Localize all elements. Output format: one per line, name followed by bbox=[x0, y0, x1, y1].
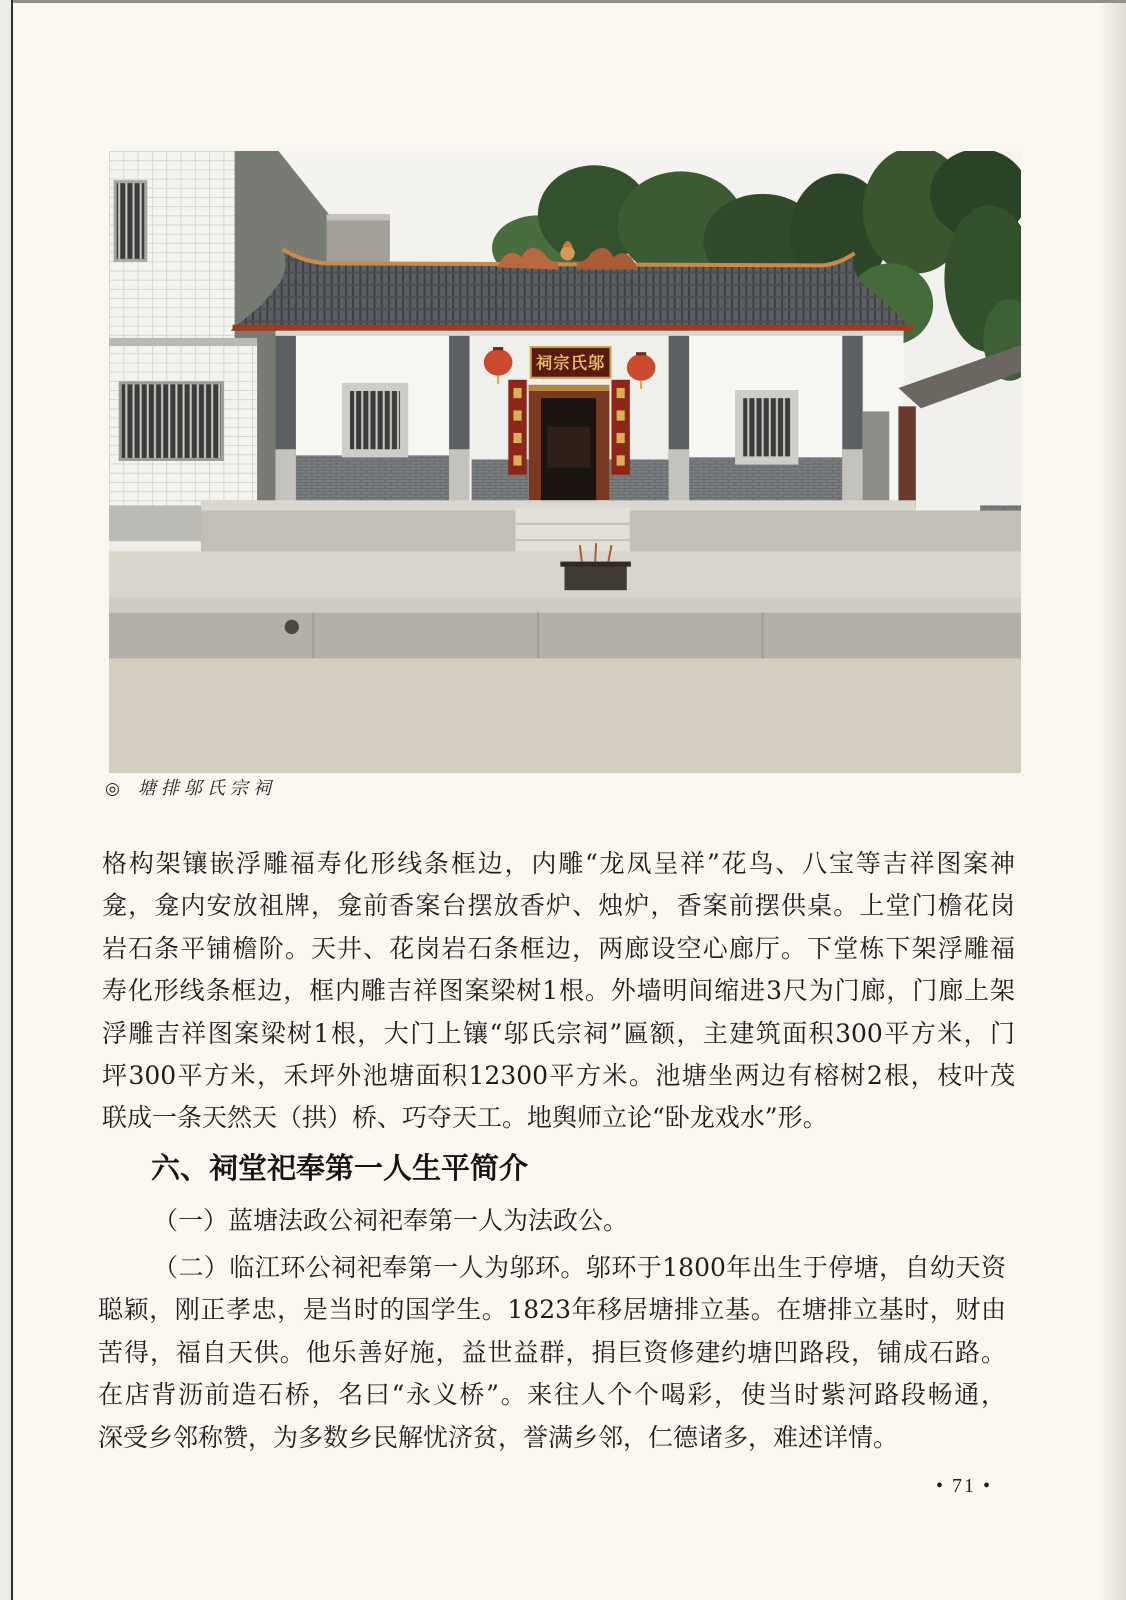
page-gutter-shadow bbox=[1098, 0, 1126, 1600]
plaque-text: 祠宗氏邬 bbox=[535, 353, 606, 373]
paragraph-line: 浮雕吉祥图案梁树1根，大门上镶“邬氏宗祠”匾额，主建筑面积300平方米，门 bbox=[102, 1018, 1015, 1048]
paragraph-line: 深受乡邻称赞，为多数乡民解忧济贫，誉满乡邻，仁德诸多，难述详情。 bbox=[98, 1422, 899, 1452]
photo-image bbox=[109, 151, 1021, 773]
door-panel bbox=[547, 427, 590, 468]
lantern-left-cap bbox=[493, 347, 503, 350]
photo-ancestral-hall bbox=[109, 151, 1021, 773]
paragraph-line: 联成一条天然天（拱）桥、巧夺天工。地舆师立论“卧龙戏水”形。 bbox=[102, 1103, 828, 1133]
paragraph-line: 在店背沥前造石桥，名曰“永义桥”。来往人个个喝彩，使当时紫河路段畅通， bbox=[98, 1380, 1006, 1410]
front-steps bbox=[515, 507, 629, 556]
lantern-right bbox=[627, 354, 656, 381]
paragraph-line: 坪300平方米，禾坪外池塘面积12300平方米。池塘坐两边有榕树2根，枝叶茂 bbox=[102, 1060, 1015, 1090]
barred-window bbox=[120, 383, 222, 460]
ledge-face bbox=[109, 613, 1021, 659]
couplet-right-char bbox=[617, 433, 625, 443]
ridge-pearl bbox=[560, 246, 574, 260]
door-lintel bbox=[529, 385, 610, 391]
couplet-left-char bbox=[513, 388, 521, 398]
couplet-left-char bbox=[513, 455, 521, 465]
side-gate bbox=[863, 411, 890, 505]
caption-text: 塘排邬氏宗祠 bbox=[137, 778, 276, 799]
drain-hole bbox=[285, 620, 299, 634]
scan-edge-left bbox=[0, 0, 13, 1600]
paragraph-line: 聪颖，刚正孝忠，是当时的国学生。1823年移居塘排立基。在塘排立基时，财由 bbox=[98, 1295, 1006, 1325]
side-post bbox=[898, 406, 916, 508]
rooftop-box-edge bbox=[327, 214, 390, 220]
paragraph-line: 寿化形线条框边，框内雕吉祥图案梁树1根。外墙明间缩进3尺为门廊，门廊上架 bbox=[102, 976, 1015, 1006]
paragraph-line: 龛，龛内安放祖牌，龛前香案台摆放香炉、烛炉，香案前摆供桌。上堂门檐花岗 bbox=[102, 891, 1015, 921]
roof-eave bbox=[233, 325, 913, 331]
side-step bbox=[109, 505, 204, 541]
incense-stick bbox=[595, 543, 596, 561]
brick-dado bbox=[689, 457, 842, 506]
forecourt bbox=[109, 500, 1021, 773]
incense-burner-rim bbox=[560, 562, 630, 567]
scan-edge-top bbox=[0, 0, 1126, 3]
ledge-top bbox=[109, 597, 1021, 612]
paragraph-line: 苦得，福自天供。他乐善好施，益世益群，捐巨资修建约塘凹路段，铺成石路。 bbox=[98, 1337, 1006, 1367]
photo-caption bbox=[105, 776, 276, 802]
rooftop-box bbox=[327, 214, 390, 263]
couplet-right-char bbox=[617, 410, 625, 420]
paragraph-line: （二）临江环公祠祀奉第一人为邬环。邬环于1800年出生于停塘，自幼天资 bbox=[153, 1253, 1006, 1282]
lantern-right-cap bbox=[636, 352, 646, 355]
foreground-ground bbox=[109, 659, 1021, 773]
window-right-bars bbox=[743, 398, 790, 456]
section-heading: 六、祠堂祀奉第一人生平简介 bbox=[151, 1151, 529, 1185]
left-building-lower bbox=[109, 338, 257, 506]
couplet-left-char bbox=[513, 410, 521, 420]
page-number: • 71 • bbox=[936, 1475, 993, 1497]
list-item-2 bbox=[98, 1247, 1006, 1459]
incense-burner bbox=[564, 564, 626, 591]
couplet-left-char bbox=[513, 433, 521, 443]
barred-window bbox=[115, 182, 146, 261]
ancestral-hall bbox=[231, 241, 914, 511]
list-item-1: （一）蓝塘法政公祠祀奉第一人为法政公。 bbox=[153, 1206, 629, 1235]
body-paragraph bbox=[102, 843, 1015, 1140]
wall-ledge bbox=[109, 338, 257, 346]
brick-dado bbox=[296, 455, 449, 506]
lantern-left bbox=[484, 349, 513, 376]
paragraph-line: 格构架镶嵌浮雕福寿化形线条框边，内雕“龙凤呈祥”花鸟、八宝等吉祥图案神 bbox=[102, 849, 1015, 878]
caption-symbol: ◎ bbox=[105, 779, 120, 799]
couplet-right-char bbox=[617, 388, 625, 398]
eave-shadow bbox=[275, 331, 903, 336]
paragraph-line: 岩石条平铺檐阶。天井、花岗岩石条框边，两廊设空心廊厅。下堂栋下架浮雕福 bbox=[102, 933, 1015, 963]
window-left-bars bbox=[350, 391, 400, 449]
couplet-right-char bbox=[617, 455, 625, 465]
